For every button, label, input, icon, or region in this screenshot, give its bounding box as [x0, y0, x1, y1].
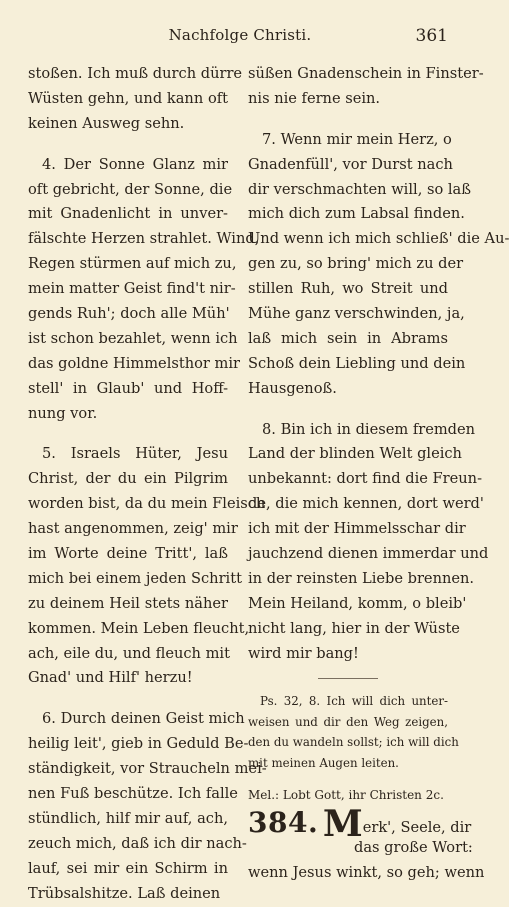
text-line: mein matter Geist find't nir-	[28, 280, 236, 298]
section-divider	[318, 678, 378, 679]
text-line: stillen Ruh, wo Streit und	[248, 280, 448, 298]
text-line: hast angenommen, zeig' mir	[28, 520, 238, 538]
hymn-number: 384.	[248, 806, 319, 840]
text-line: gends Ruh'; doch alle Müh'	[28, 305, 230, 323]
text-line: Schoß dein Liebling und dein	[248, 354, 466, 372]
scripture-line: den du wandeln sollst; ich will dich	[248, 735, 459, 750]
verse-paragraph	[248, 62, 484, 112]
text-line: Christ, der du ein Pilgrim	[28, 470, 228, 488]
page-header	[0, 26, 480, 50]
text-line: lauf, sei mir ein Schirm in	[28, 859, 228, 877]
verse-paragraph	[248, 128, 509, 402]
paragraph-gap	[28, 426, 228, 442]
text-line: oft gebricht, der Sonne, die	[28, 180, 233, 198]
text-line: mich dich zum Labsal finden.	[248, 205, 465, 223]
text-line: Regen stürmen auf mich zu,	[28, 255, 237, 273]
text-line: mit Gnadenlicht in unver-	[28, 205, 228, 223]
paragraph-gap	[28, 137, 228, 153]
scripture-reference	[248, 691, 459, 773]
hymn-first-line-text: erk', Seele, dir	[362, 819, 472, 837]
text-line: im Worte deine Tritt', laß	[28, 545, 228, 563]
scripture-line: weisen und dir den Weg zeigen,	[248, 714, 448, 729]
hymn-second-line: das große Wort:	[354, 839, 473, 857]
text-line: 6. Durch deinen Geist mich	[42, 710, 245, 728]
text-line: kommen. Mein Leben fleucht,	[28, 619, 250, 637]
text-line: Gnadenfüll', vor Durst nach	[248, 155, 453, 173]
text-line: Gnad' und Hilf' herzu!	[28, 669, 193, 687]
text-line: Mühe ganz verschwinden, ja,	[248, 305, 465, 323]
verse-paragraph	[28, 707, 267, 906]
scripture-line: Ps. 32, 8. Ich will dich unter-	[260, 694, 448, 709]
right-column-verses	[248, 62, 509, 666]
text-line: Trübsalshitze. Laß deinen	[28, 884, 221, 902]
text-line: mich bei einem jeden Schritt	[28, 569, 242, 587]
text-line: Hausgenoß.	[248, 379, 337, 397]
text-line: ich mit der Himmelsschar dir	[248, 520, 466, 538]
hymn-first-line	[248, 803, 472, 846]
text-line: nis nie ferne sein.	[248, 89, 381, 107]
text-line: ist schon bezahlet, wenn ich	[28, 329, 238, 347]
text-line: ständigkeit, vor Straucheln mei-	[28, 760, 267, 778]
text-line: 8. Bin ich in diesem fremden	[262, 420, 476, 438]
text-line: Land der blinden Welt gleich	[248, 445, 462, 463]
text-line: keinen Ausweg sehn.	[28, 114, 185, 132]
text-line: 5. Israels Hüter, Jesu	[42, 445, 228, 463]
text-line: heilig leit', gieb in Geduld Be-	[28, 735, 249, 753]
text-line: de, die mich kennen, dort werd'	[248, 495, 484, 513]
text-line: laß mich sein in Abrams	[248, 329, 448, 347]
text-line: in der reinsten Liebe brennen.	[248, 569, 475, 587]
paragraph-gap	[28, 691, 228, 707]
text-line: fälschte Herzen strahlet. Wind,	[28, 230, 260, 248]
paragraph-gap	[248, 112, 448, 128]
hymn-third-line: wenn Jesus winkt, so geh; wenn	[248, 864, 485, 882]
text-line: jauchzend dienen immerdar und	[248, 545, 489, 563]
text-line: Mein Heiland, komm, o bleib'	[248, 594, 467, 612]
text-line: gen zu, so bring' mich zu der	[248, 255, 464, 273]
scripture-line: mit meinen Augen leiten.	[248, 755, 399, 770]
text-line: stoßen. Ich muß durch dürre	[28, 65, 243, 82]
text-line: nen Fuß beschütze. Ich falle	[28, 785, 238, 803]
verse-paragraph	[28, 153, 260, 427]
text-line: nicht lang, hier in der Wüste	[248, 619, 460, 637]
verse-paragraph	[28, 442, 266, 691]
text-line: worden bist, da du mein Fleisch	[28, 495, 266, 513]
text-line: zeuch mich, daß ich dir nach-	[28, 834, 247, 852]
text-line: 4. Der Sonne Glanz mir	[42, 155, 228, 173]
running-title: Nachfolge Christi.	[168, 26, 312, 44]
melody-note: Mel.: Lobt Gott, ihr Christen 2c.	[248, 788, 444, 803]
hymn-initial: M	[322, 803, 363, 846]
text-line: stündlich, hilf mir auf, ach,	[28, 809, 228, 827]
verse-paragraph	[248, 418, 489, 667]
right-column	[248, 62, 509, 886]
text-line: nung vor.	[28, 404, 98, 422]
text-line: unbekannt: dort find die Freun-	[248, 470, 483, 488]
left-column	[28, 62, 267, 907]
hymn-start	[248, 803, 485, 886]
text-line: Wüsten gehn, und kann oft	[28, 89, 228, 107]
text-line: süßen Gnadenschein in Finster-	[248, 65, 484, 82]
verse-paragraph	[28, 62, 243, 137]
text-line: Und wenn ich mich schließ' die Au-	[248, 230, 509, 248]
text-line: 7. Wenn mir mein Herz, o	[262, 130, 452, 148]
text-line: dir verschmachten will, so laß	[248, 180, 471, 198]
text-line: wird mir bang!	[248, 644, 359, 662]
text-line: ach, eile du, und fleuch mit	[28, 644, 230, 662]
text-line: zu deinem Heil stets näher	[28, 594, 228, 612]
page-number: 361	[415, 26, 448, 46]
paragraph-gap	[248, 402, 448, 418]
text-line: das goldne Himmelsthor mir	[28, 354, 240, 372]
text-line: stell' in Glaub' und Hoff-	[28, 379, 228, 397]
